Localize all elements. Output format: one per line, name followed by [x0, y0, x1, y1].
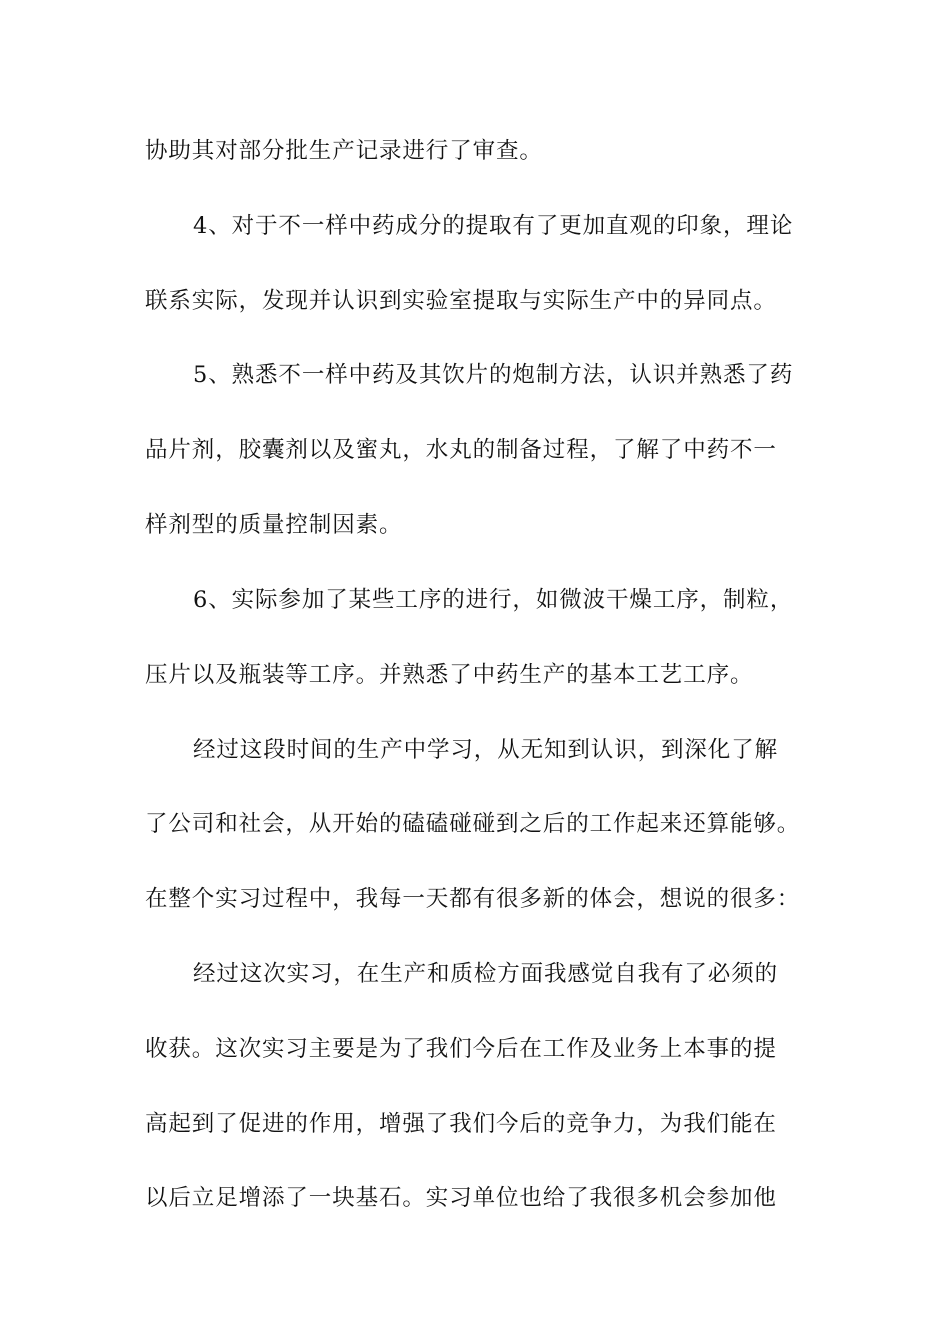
- text-line: 品片剂，胶囊剂以及蜜丸，水丸的制备过程，了解了中药不一: [145, 437, 777, 463]
- text-line: 压片以及瓶装等工序。并熟悉了中药生产的基本工艺工序。: [145, 662, 754, 688]
- text-line: 联系实际，发现并认识到实验室提取与实际生产中的异同点。: [145, 288, 777, 314]
- text-line: 经过这次实习，在生产和质检方面我感觉自我有了必须的: [193, 961, 779, 987]
- text-line: 4、对于不一样中药成分的提取有了更加直观的印象，理论: [193, 213, 794, 239]
- text-line: 协助其对部分批生产记录进行了审查。: [145, 138, 543, 164]
- text-line: 高起到了促进的作用，增强了我们今后的竞争力，为我们能在: [145, 1111, 777, 1137]
- text-line: 收获。这次实习主要是为了我们今后在工作及业务上本事的提: [145, 1036, 777, 1062]
- text-line: 样剂型的质量控制因素。: [145, 512, 403, 538]
- text-line: 经过这段时间的生产中学习，从无知到认识，到深化了解: [193, 737, 779, 763]
- text-line: 以后立足增添了一块基石。实习单位也给了我很多机会参加他: [145, 1185, 777, 1211]
- text-line: 在整个实习过程中，我每一天都有很多新的体会，想说的很多：: [145, 886, 801, 912]
- text-line: 6、实际参加了某些工序的进行，如微波干燥工序，制粒，: [193, 587, 794, 613]
- text-line: 了公司和社会，从开始的磕磕碰碰到之后的工作起来还算能够。: [145, 811, 801, 837]
- text-line: 5、熟悉不一样中药及其饮片的炮制方法，认识并熟悉了药: [193, 362, 794, 388]
